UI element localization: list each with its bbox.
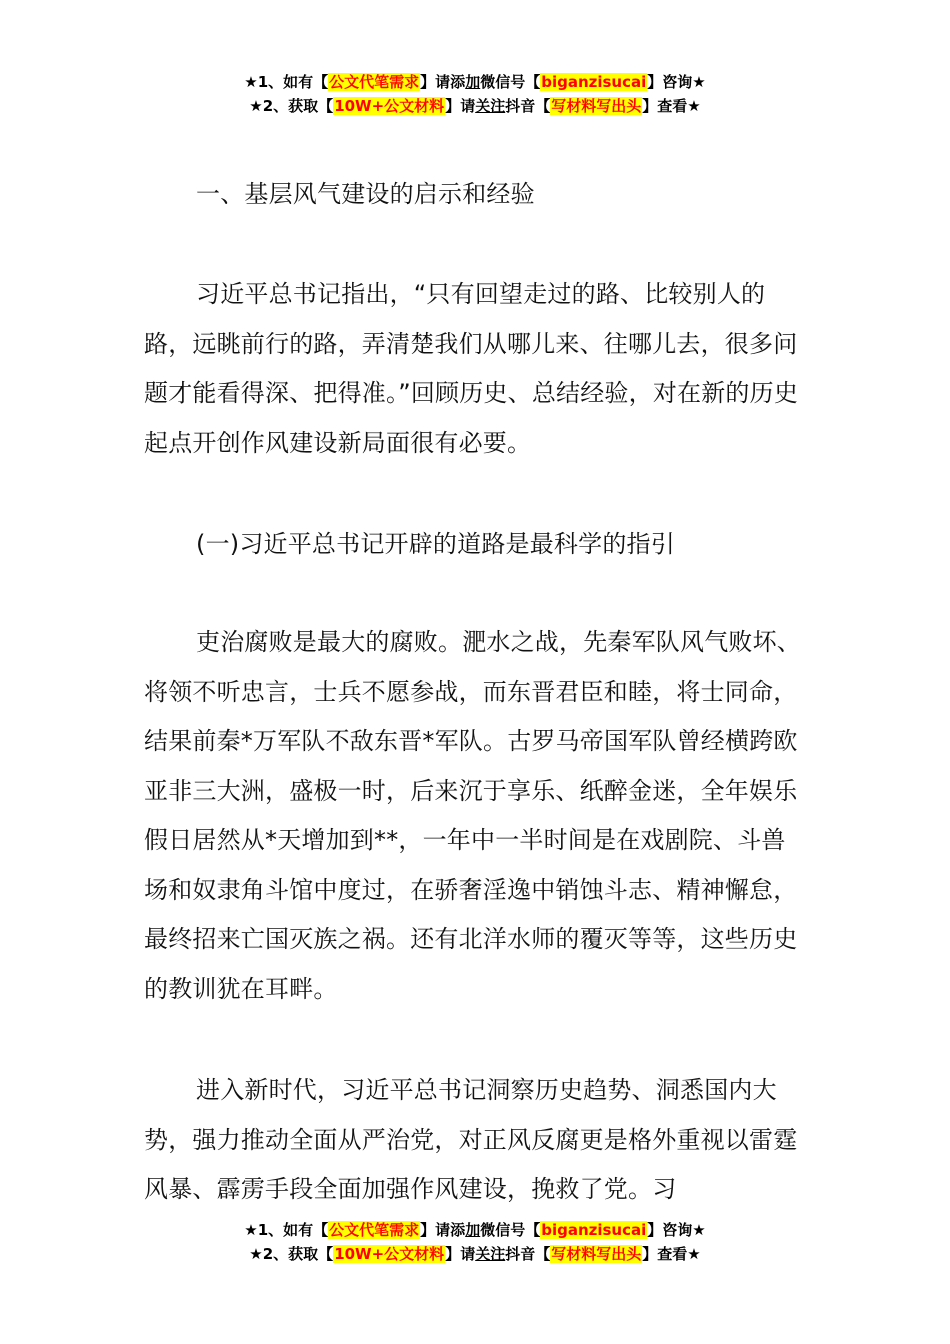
banner-text: 】请 — [445, 97, 476, 115]
paragraph-3: 进入新时代，习近平总书记洞察历史趋势、洞悉国内大势，强力推动全面从严治党，对正风反腐更是格外重视以雷霆风暴、霹雳手段全面加强作风建设，挽救了党。习 — [144, 1076, 798, 1203]
banner-highlight-douyin-id: 写材料写出头 — [551, 97, 642, 115]
banner-highlight-douyin-id: 写材料写出头 — [551, 1245, 642, 1263]
banner-line-1 — [0, 70, 950, 94]
paragraph-2: 吏治腐败是最大的腐败。淝水之战，先秦军队风气败坏、将领不听忠言，士兵不愿参战，而东晋君臣和睦，将士同命，结果前秦*万军队不敌东晋*军队。古罗马帝国军队曾经横跨欧亚非三大洲，盛极一时，后来沉于享乐、纸醉金迷，全年娱乐假日居然从*天增加到**，一年中一半时间是在戏剧院、斗兽场和奴隶角斗馆中度过，在骄奢淫逸中销蚀斗志、精神懈怠，最终招来亡国灭族之祸。还有北洋水师的覆灭等等，这些历史的教训犹在耳畔。 — [144, 628, 801, 1003]
section-heading-1: 一、基层风气建设的启示和经验 — [196, 180, 535, 208]
banner-highlight-wechat-id: biganzisucai — [541, 1221, 647, 1239]
banner-text: 抖音【 — [505, 97, 551, 115]
banner-text: 】查看★ — [642, 97, 701, 115]
banner-text: 】请 — [445, 1245, 476, 1263]
banner-text: 微信号【 — [480, 1221, 541, 1239]
banner-text: 】咨询★ — [647, 1221, 706, 1239]
banner-line-2 — [0, 94, 950, 118]
banner-underlined-text: 关注 — [475, 97, 506, 115]
banner-text: ★2、获取【 — [249, 1245, 334, 1263]
paragraph-1: 习近平总书记指出，“只有回望走过的路、比较别人的路，远眺前行的路，弄清楚我们从哪儿来、往哪儿去，很多问题才能看得深、把得准。”回顾历史、总结经验，对在新的历史起点开创作风建设新局面很有必要。 — [144, 280, 799, 457]
banner-text: 】查看★ — [642, 1245, 701, 1263]
banner-text: 抖音【 — [505, 1245, 551, 1263]
banner-text: ★2、获取【 — [249, 97, 334, 115]
banner-text: ★1、如有【 — [244, 73, 329, 91]
banner-text: ★1、如有【 — [244, 1221, 329, 1239]
banner-underlined-text: 加 — [465, 1221, 481, 1239]
banner-text: 】请添 — [420, 73, 466, 91]
banner-text: 微信号【 — [480, 73, 541, 91]
banner-highlight: 10W+公文材料 — [334, 97, 445, 115]
banner-highlight: 公文代笔需求 — [329, 73, 420, 91]
banner-highlight-wechat-id: biganzisucai — [541, 73, 647, 91]
banner-underlined-text: 关注 — [475, 1245, 506, 1263]
banner-text: 】请添 — [420, 1221, 466, 1239]
banner-underlined-text: 加 — [465, 73, 481, 91]
banner-line-2 — [0, 1242, 950, 1266]
bottom-banner — [0, 1218, 950, 1266]
subsection-heading-1: (一)习近平总书记开辟的道路是最科学的指引 — [196, 530, 675, 558]
banner-line-1 — [0, 1218, 950, 1242]
banner-text: 】咨询★ — [647, 73, 706, 91]
banner-highlight: 公文代笔需求 — [329, 1221, 420, 1239]
top-banner — [0, 70, 950, 118]
banner-highlight: 10W+公文材料 — [334, 1245, 445, 1263]
